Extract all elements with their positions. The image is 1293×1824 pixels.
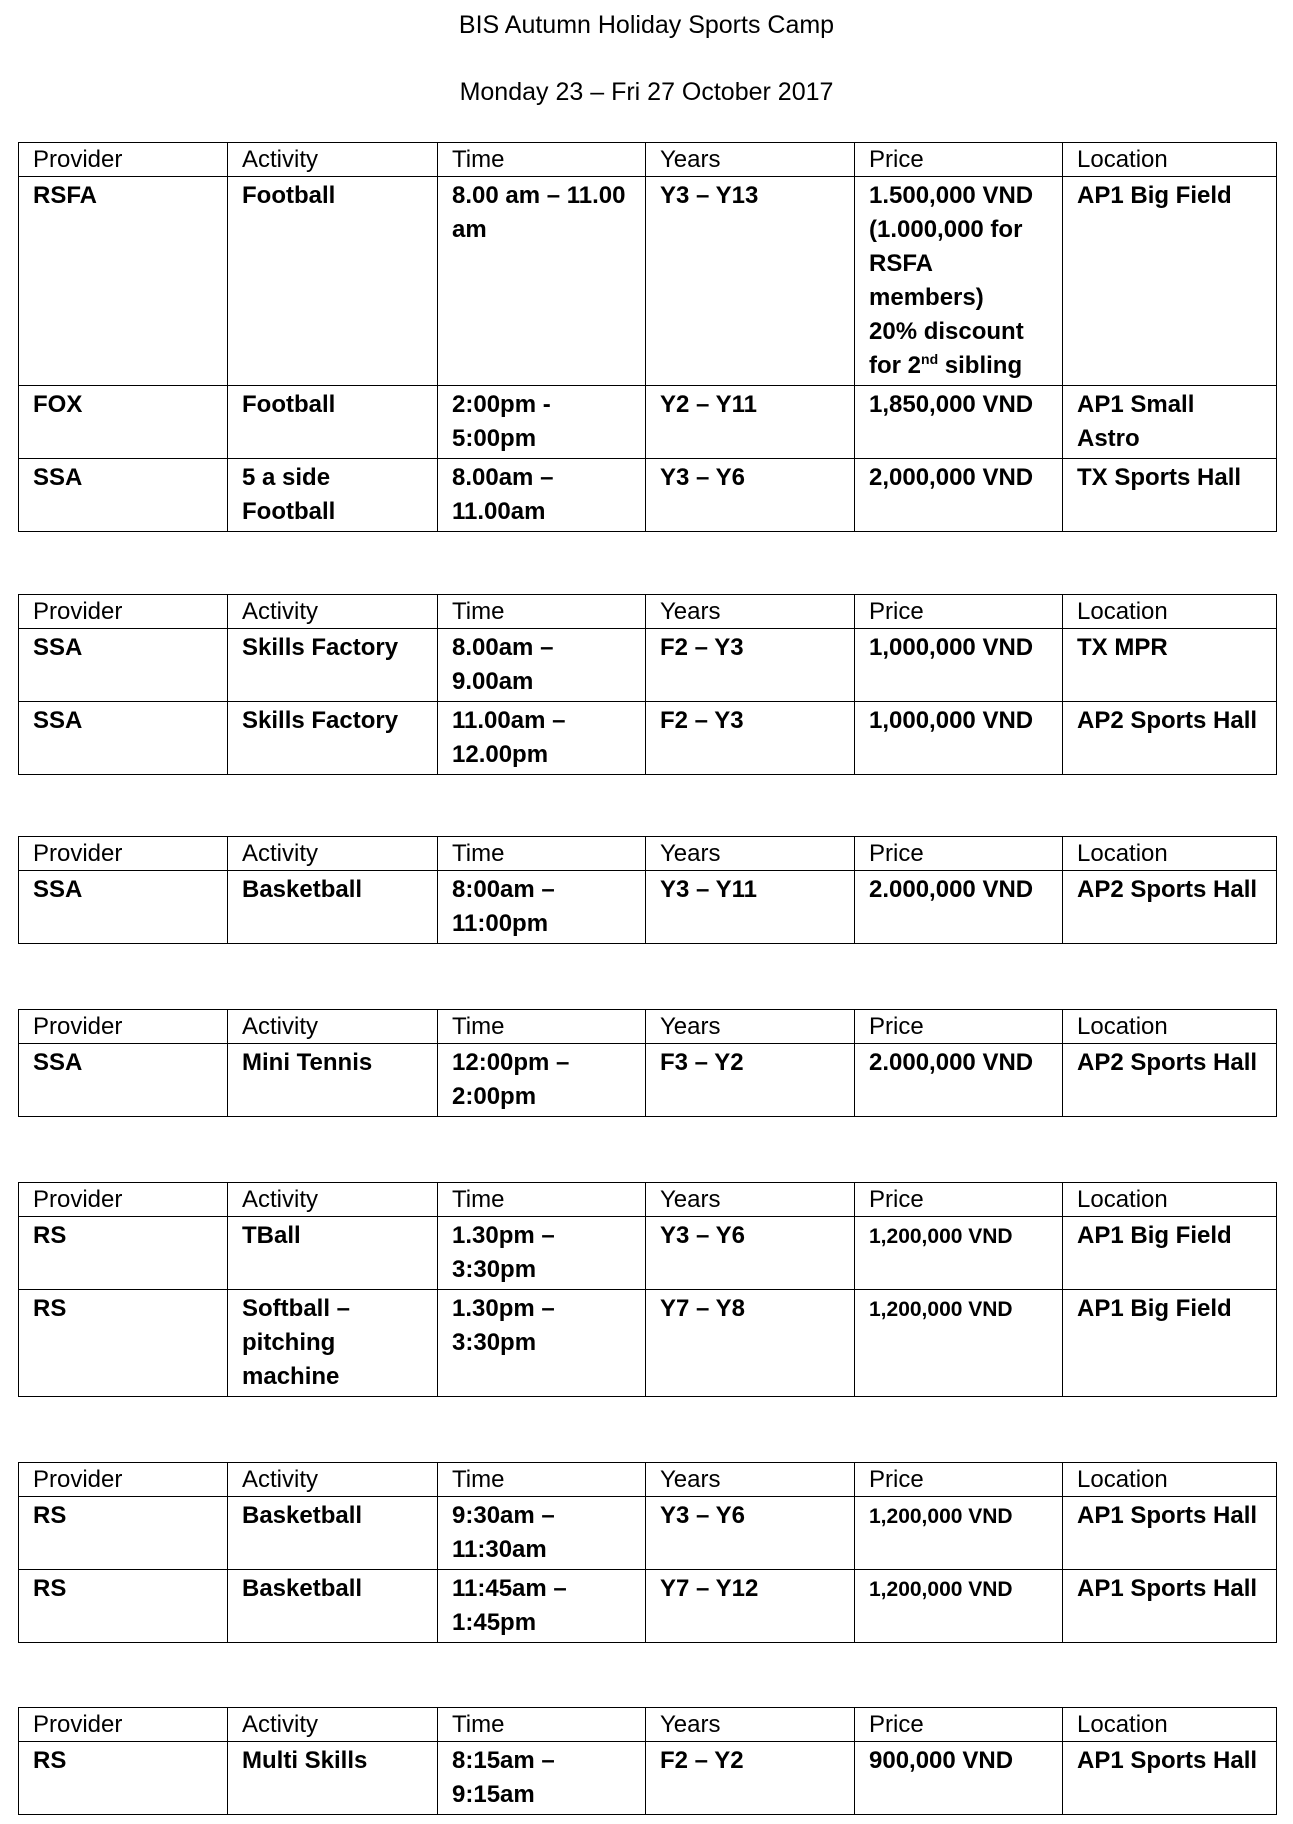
header-activity: Activity [228,1183,438,1217]
activity-cell: 5 a side Football [228,459,438,532]
time-cell: 2:00pm - 5:00pm [438,386,646,459]
location-cell: AP1 Sports Hall [1063,1742,1277,1815]
header-price: Price [855,1010,1063,1044]
provider-cell: SSA [19,1044,228,1117]
header-row [19,143,1277,177]
activity-cell: Football [228,386,438,459]
header-years: Years [646,1708,855,1742]
schedule-table [18,1009,1277,1117]
header-years: Years [646,1463,855,1497]
price-note-tail: sibling [938,352,1023,379]
price-cell: 1,000,000 VND [855,702,1063,775]
time-cell: 8.00am – 9.00am [438,629,646,702]
price-cell: 1,000,000 VND [855,629,1063,702]
activity-cell: Basketball [228,871,438,944]
provider-cell: RS [19,1290,228,1397]
provider-cell: SSA [19,702,228,775]
price-value: 1.500,000 VND (1.000,000 for RSFA members) [869,182,1034,311]
header-row [19,1183,1277,1217]
price-note-text: 20% discount for 2 [869,318,1024,379]
time-cell: 1.30pm – 3:30pm [438,1290,646,1397]
schedule-table [18,1182,1277,1397]
header-provider: Provider [19,1010,228,1044]
table-row [19,1497,1277,1570]
header-years: Years [646,1010,855,1044]
location-cell: AP2 Sports Hall [1063,1044,1277,1117]
price-value: 1,200,000 VND [869,1225,1013,1248]
activity-cell: Skills Factory [228,629,438,702]
location-cell: AP1 Big Field [1063,1217,1277,1290]
header-provider: Provider [19,143,228,177]
header-price: Price [855,1183,1063,1217]
location-cell: TX MPR [1063,629,1277,702]
table-row [19,629,1277,702]
header-location: Location [1063,1183,1277,1217]
activity-cell: Softball – pitching machine [228,1290,438,1397]
location-cell: AP1 Big Field [1063,177,1277,386]
header-time: Time [438,1010,646,1044]
header-activity: Activity [228,837,438,871]
table-row [19,177,1277,386]
years-cell: Y7 – Y12 [646,1570,855,1643]
price-cell: 2,000,000 VND [855,459,1063,532]
header-row [19,595,1277,629]
price-note-sup: nd [921,351,939,367]
header-time: Time [438,1183,646,1217]
header-price: Price [855,143,1063,177]
header-years: Years [646,837,855,871]
header-time: Time [438,1463,646,1497]
years-cell: Y2 – Y11 [646,386,855,459]
price-note [869,318,1024,379]
time-cell: 11:45am – 1:45pm [438,1570,646,1643]
location-cell: AP2 Sports Hall [1063,702,1277,775]
document-title: BIS Autumn Holiday Sports Camp [458,11,835,39]
location-cell: AP1 Big Field [1063,1290,1277,1397]
header-provider: Provider [19,837,228,871]
table-row [19,702,1277,775]
provider-cell: RS [19,1217,228,1290]
header-location: Location [1063,1463,1277,1497]
location-cell: TX Sports Hall [1063,459,1277,532]
price-cell: 2.000,000 VND [855,871,1063,944]
time-cell: 8:15am – 9:15am [438,1742,646,1815]
table-row [19,386,1277,459]
header-provider: Provider [19,1183,228,1217]
schedule-table [18,594,1277,775]
header-row [19,1010,1277,1044]
price-value: 1,200,000 VND [869,1578,1013,1601]
location-cell: AP1 Small Astro [1063,386,1277,459]
header-location: Location [1063,595,1277,629]
header-provider: Provider [19,595,228,629]
header-provider: Provider [19,1708,228,1742]
price-value: 1,200,000 VND [869,1298,1013,1321]
header-location: Location [1063,837,1277,871]
header-time: Time [438,595,646,629]
price-cell [855,1497,1063,1570]
years-cell: Y3 – Y11 [646,871,855,944]
time-cell: 12:00pm – 2:00pm [438,1044,646,1117]
price-cell [855,1290,1063,1397]
header-time: Time [438,837,646,871]
header-activity: Activity [228,595,438,629]
activity-cell: Football [228,177,438,386]
time-cell: 11.00am – 12.00pm [438,702,646,775]
provider-cell: RS [19,1742,228,1815]
header-years: Years [646,143,855,177]
table-row [19,1742,1277,1815]
header-years: Years [646,1183,855,1217]
header-time: Time [438,1708,646,1742]
table-row [19,1290,1277,1397]
activity-cell: TBall [228,1217,438,1290]
table-row [19,1044,1277,1117]
table-row [19,871,1277,944]
years-cell: F3 – Y2 [646,1044,855,1117]
price-value: 1,200,000 VND [869,1505,1013,1528]
years-cell: Y3 – Y6 [646,1497,855,1570]
header-price: Price [855,837,1063,871]
years-cell: F2 – Y2 [646,1742,855,1815]
schedule-table [18,1462,1277,1643]
time-cell: 9:30am – 11:30am [438,1497,646,1570]
header-location: Location [1063,1010,1277,1044]
header-years: Years [646,595,855,629]
header-row [19,837,1277,871]
header-activity: Activity [228,1010,438,1044]
provider-cell: SSA [19,629,228,702]
price-cell: 900,000 VND [855,1742,1063,1815]
table-row [19,1217,1277,1290]
years-cell: Y3 – Y6 [646,1217,855,1290]
location-cell: AP2 Sports Hall [1063,871,1277,944]
provider-cell: RSFA [19,177,228,386]
time-cell: 1.30pm – 3:30pm [438,1217,646,1290]
header-provider: Provider [19,1463,228,1497]
header-activity: Activity [228,1463,438,1497]
price-cell [855,1570,1063,1643]
provider-cell: FOX [19,386,228,459]
years-cell: Y3 – Y13 [646,177,855,386]
years-cell: Y3 – Y6 [646,459,855,532]
provider-cell: RS [19,1497,228,1570]
table-row [19,1570,1277,1643]
header-row [19,1463,1277,1497]
years-cell: Y7 – Y8 [646,1290,855,1397]
schedule-table [18,836,1277,944]
table-row [19,459,1277,532]
price-cell: 2.000,000 VND [855,1044,1063,1117]
activity-cell: Mini Tennis [228,1044,438,1117]
location-cell: AP1 Sports Hall [1063,1570,1277,1643]
price-cell: 1,850,000 VND [855,386,1063,459]
header-activity: Activity [228,143,438,177]
schedule-table [18,1707,1277,1815]
document-dates: Monday 23 – Fri 27 October 2017 [459,78,834,106]
provider-cell: RS [19,1570,228,1643]
price-cell [855,1217,1063,1290]
activity-cell: Multi Skills [228,1742,438,1815]
years-cell: F2 – Y3 [646,629,855,702]
header-activity: Activity [228,1708,438,1742]
header-row [19,1708,1277,1742]
time-cell: 8:00am – 11:00pm [438,871,646,944]
time-cell: 8.00am – 11.00am [438,459,646,532]
activity-cell: Basketball [228,1570,438,1643]
time-cell: 8.00 am – 11.00 am [438,177,646,386]
header-time: Time [438,143,646,177]
provider-cell: SSA [19,871,228,944]
price-cell [855,177,1063,386]
header-price: Price [855,1708,1063,1742]
header-price: Price [855,595,1063,629]
header-location: Location [1063,1708,1277,1742]
activity-cell: Skills Factory [228,702,438,775]
header-price: Price [855,1463,1063,1497]
header-location: Location [1063,143,1277,177]
schedule-table [18,142,1277,532]
location-cell: AP1 Sports Hall [1063,1497,1277,1570]
activity-cell: Basketball [228,1497,438,1570]
provider-cell: SSA [19,459,228,532]
years-cell: F2 – Y3 [646,702,855,775]
